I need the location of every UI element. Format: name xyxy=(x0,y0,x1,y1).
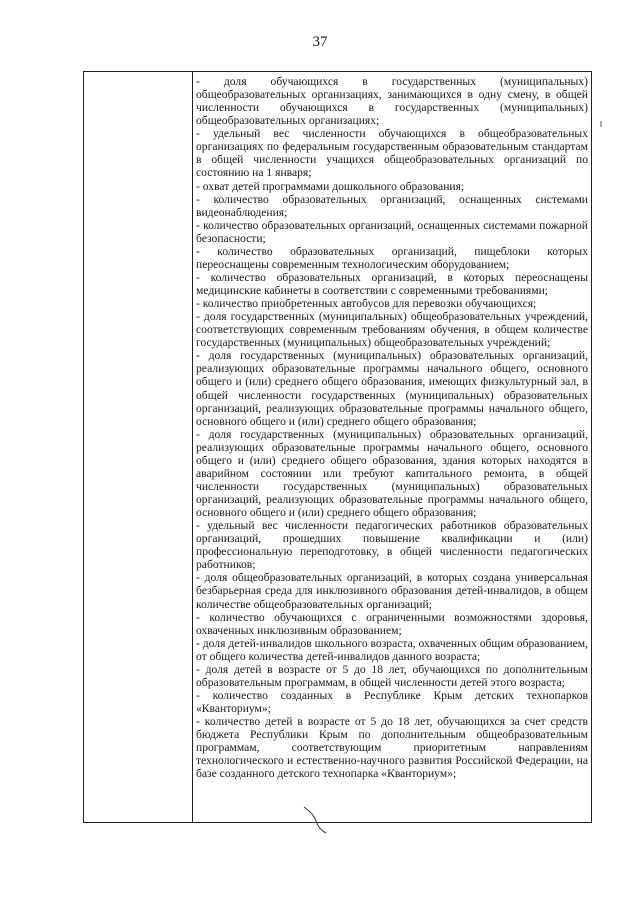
indicator-item: - охват детей программами дошкольного образования; xyxy=(196,179,465,193)
indicator-item: - количество детей в возрасте от 5 до 18 лет, обучающихся за счет средств бюджета Республики Крым по дополнительным общеобразовательным программам, соответствующим приоритетным направлениям технологического и естественно-научного развития Российской Федерации, на базе созданного детского технопарка «Кванториум»; xyxy=(196,715,588,781)
table-right-cell xyxy=(196,75,588,821)
indicator-item: - количество образовательных организаций, в которых переоснащены медицинские кабинеты в соответствии с современными требованиями; xyxy=(196,270,588,297)
indicator-item: - удельный вес численности обучающихся в общеобразовательных организациях по федеральным государственным образовательным стандартам в общей численности учащихся общеобразовательных организаций по состоянию на 1 января; xyxy=(196,127,588,180)
ink-dot-icon xyxy=(598,120,604,128)
indicator-item: - доля государственных (муниципальных) образовательных организаций, реализующих образовательные программы начального общего, основного общего и (или) среднего общего образования, имеющих физкультурный зал, в общей численности государственных (муниципальных) образовательных организаций, реализующих образовательные программы начального общего, основного общего и (или) среднего общего образования; xyxy=(196,349,588,428)
indicator-item: - доля детей-инвалидов школьного возраста, охваченных общим образованием, от общего количества детей-инвалидов данного возраста; xyxy=(196,636,588,663)
indicator-item: - доля государственных (муниципальных) образовательных организаций, реализующих образовательные программы начального общего, основного общего и (или) среднего общего образования, здания которых находятся в аварийном состоянии или требуют капитального ремонта, в общей численности государственных (муниципальных) образовательных организаций, реализующих образовательные программы начального общего, основного общего и (или) среднего общего образования; xyxy=(196,427,588,520)
column-divider xyxy=(192,72,193,822)
indicator-item: - доля государственных (муниципальных) общеобразовательных учреждений, соответствующих современным требованиям обучения, в общем количестве государственных (муниципальных) общеобразовательных учреждений; xyxy=(196,310,588,350)
pen-mark-icon xyxy=(302,805,328,835)
indicator-item: - количество образовательных организаций, оснащенных системами пожарной безопасности; xyxy=(196,218,588,245)
indicator-item: - доля обучающихся в государственных (муниципальных) общеобразовательных организациях, занимающихся в одну смену, в общей численности обучающихся в государственных (муниципальных) общеобразовательных организациях; xyxy=(196,75,588,128)
indicator-item: - доля общеобразовательных организаций, в которых создана универсальная безбарьерная среда для инклюзивного образования детей-инвалидов, в общем количестве общеобразовательных организаций; xyxy=(196,571,588,611)
indicator-item: - количество приобретенных автобусов для перевозки обучающихся; xyxy=(196,297,537,311)
indicator-item: - удельный вес численности педагогических работников образовательных организаций, прошедших повышение квалификации и (или) профессиональную переподготовку, в общей численности педагогических работников; xyxy=(196,519,588,572)
table-left-cell xyxy=(84,72,192,822)
indicator-item: - количество созданных в Республике Крым детских технопарков «Кванториум»; xyxy=(196,688,588,715)
indicator-item: - количество образовательных организаций, пищеблоки которых переоснащены современным технологическим оборудованием; xyxy=(196,244,588,271)
page-number: 37 xyxy=(312,34,328,50)
indicator-item: - количество обучающихся с ограниченными возможностями здоровья, охваченных инклюзивным образованием; xyxy=(196,610,588,637)
indicator-item: - доля детей в возрасте от 5 до 18 лет, обучающихся по дополнительным образовательным программам, в общей численности детей этого возраста; xyxy=(196,662,588,689)
indicators-table xyxy=(83,71,592,823)
indicator-item: - количество образовательных организаций, оснащенных системами видеонаблюдения; xyxy=(196,192,588,219)
